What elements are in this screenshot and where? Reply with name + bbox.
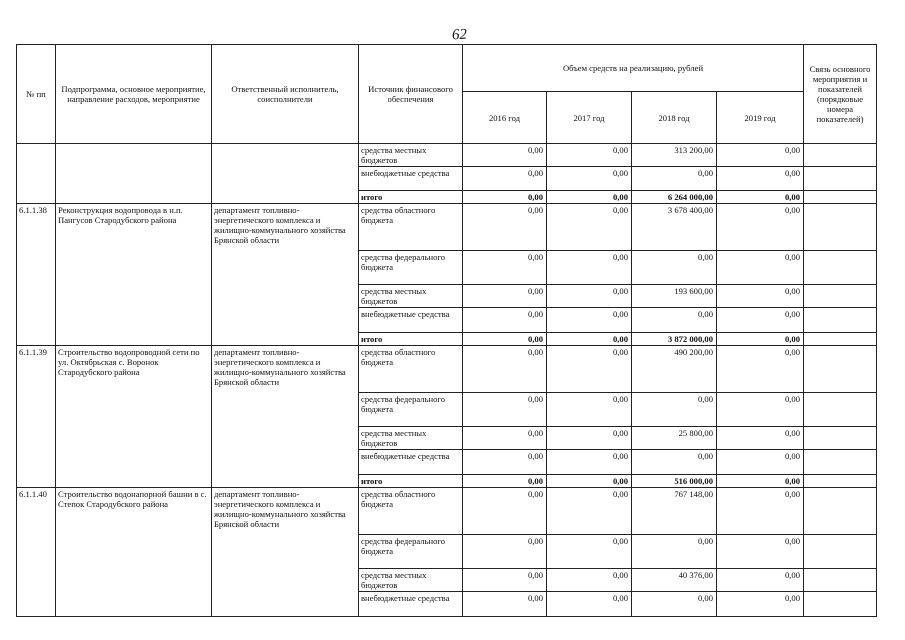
value-2018-cell: 516 000,00: [632, 475, 717, 488]
value-2018-cell: 490 200,00: [632, 346, 717, 393]
source-cell: средства местных бюджетов: [359, 569, 463, 592]
value-2017-cell: 0,00: [547, 475, 632, 488]
source-cell: внебюджетные средства: [359, 167, 463, 191]
link-cell: [804, 167, 877, 191]
value-2016-cell: 0,00: [463, 144, 547, 167]
item-name: Строительство водопроводной сети по ул. Октябрьская с. Воронок Стародубского района: [56, 346, 212, 488]
value-2016-cell: 0,00: [463, 308, 547, 333]
value-2016-cell: 0,00: [463, 191, 547, 204]
value-2016-cell: 0,00: [463, 569, 547, 592]
item-executor: департамент топливно-энергетического комплекса и жилищно-коммунального хозяйства Брянской области: [212, 346, 359, 488]
value-2016-cell: 0,00: [463, 333, 547, 346]
source-cell: средства местных бюджетов: [359, 144, 463, 167]
value-2016-cell: 0,00: [463, 475, 547, 488]
link-cell: [804, 535, 877, 569]
link-cell: [804, 308, 877, 333]
item-executor: департамент топливно-энергетического комплекса и жилищно-коммунального хозяйства Брянской области: [212, 488, 359, 617]
source-cell: средства областного бюджета: [359, 488, 463, 535]
source-cell: внебюджетные средства: [359, 592, 463, 617]
value-2018-cell: 0,00: [632, 308, 717, 333]
source-cell: средства федерального бюджета: [359, 251, 463, 285]
value-2019-cell: 0,00: [717, 427, 804, 450]
link-cell: [804, 204, 877, 251]
value-2016-cell: 0,00: [463, 251, 547, 285]
num-cell: [17, 144, 56, 204]
value-2019-cell: 0,00: [717, 167, 804, 191]
value-2016-cell: 0,00: [463, 535, 547, 569]
item-executor: департамент топливно-энергетического комплекса и жилищно-коммунального хозяйства Брянской области: [212, 204, 359, 346]
link-cell: [804, 475, 877, 488]
value-2017-cell: 0,00: [547, 308, 632, 333]
value-2019-cell: 0,00: [717, 569, 804, 592]
value-2018-cell: 313 200,00: [632, 144, 717, 167]
total-label: итого: [359, 333, 463, 346]
source-cell: средства областного бюджета: [359, 204, 463, 251]
value-2018-cell: 25 800,00: [632, 427, 717, 450]
value-2016-cell: 0,00: [463, 592, 547, 617]
link-cell: [804, 144, 877, 167]
value-2018-cell: 0,00: [632, 167, 717, 191]
item-number: 6.1.1.40: [17, 488, 56, 617]
link-cell: [804, 393, 877, 427]
value-2019-cell: 0,00: [717, 592, 804, 617]
total-label: итого: [359, 191, 463, 204]
value-2018-cell: 3 678 400,00: [632, 204, 717, 251]
value-2019-cell: 0,00: [717, 308, 804, 333]
value-2017-cell: 0,00: [547, 285, 632, 308]
value-2016-cell: 0,00: [463, 285, 547, 308]
source-cell: средства федерального бюджета: [359, 535, 463, 569]
value-2016-cell: 0,00: [463, 346, 547, 393]
executor-cell: [212, 144, 359, 204]
value-2019-cell: 0,00: [717, 535, 804, 569]
table-row: [17, 488, 877, 535]
header-year-2019: 2019 год: [717, 92, 804, 144]
item-number: 6.1.1.38: [17, 204, 56, 346]
value-2018-cell: 0,00: [632, 592, 717, 617]
page-number: 62: [451, 26, 468, 44]
link-cell: [804, 592, 877, 617]
header-source: Источник финансового обеспечения: [359, 45, 463, 144]
header-year-2017: 2017 год: [547, 92, 632, 144]
name-cell: [56, 144, 212, 204]
source-cell: средства местных бюджетов: [359, 285, 463, 308]
header-row-top: [17, 45, 877, 92]
value-2017-cell: 0,00: [547, 251, 632, 285]
value-2017-cell: 0,00: [547, 191, 632, 204]
header-subprogram: Подпрограмма, основное мероприятие, направление расходов, мероприятие: [56, 45, 212, 144]
value-2018-cell: 0,00: [632, 450, 717, 475]
value-2019-cell: 0,00: [717, 285, 804, 308]
link-cell: [804, 346, 877, 393]
value-2018-cell: 767 148,00: [632, 488, 717, 535]
value-2017-cell: 0,00: [547, 488, 632, 535]
value-2018-cell: 40 376,00: [632, 569, 717, 592]
link-cell: [804, 191, 877, 204]
value-2019-cell: 0,00: [717, 475, 804, 488]
total-label: итого: [359, 475, 463, 488]
source-cell: внебюджетные средства: [359, 308, 463, 333]
item-number: 6.1.1.39: [17, 346, 56, 488]
value-2019-cell: 0,00: [717, 144, 804, 167]
value-2019-cell: 0,00: [717, 393, 804, 427]
value-2017-cell: 0,00: [547, 204, 632, 251]
table-row: [17, 204, 877, 251]
source-cell: средства областного бюджета: [359, 346, 463, 393]
value-2016-cell: 0,00: [463, 488, 547, 535]
value-2017-cell: 0,00: [547, 592, 632, 617]
value-2019-cell: 0,00: [717, 204, 804, 251]
link-cell: [804, 427, 877, 450]
source-cell: средства местных бюджетов: [359, 427, 463, 450]
budget-table: [16, 44, 877, 617]
link-cell: [804, 569, 877, 592]
header-executor: Ответственный исполнитель, соисполнители: [212, 45, 359, 144]
value-2018-cell: 0,00: [632, 535, 717, 569]
link-cell: [804, 488, 877, 535]
value-2018-cell: 3 872 000,00: [632, 333, 717, 346]
header-year-2016: 2016 год: [463, 92, 547, 144]
value-2019-cell: 0,00: [717, 251, 804, 285]
value-2017-cell: 0,00: [547, 346, 632, 393]
value-2019-cell: 0,00: [717, 450, 804, 475]
item-name: Строительство водонапорной башни в с. Степок Стародубского района: [56, 488, 212, 617]
link-cell: [804, 251, 877, 285]
value-2017-cell: 0,00: [547, 144, 632, 167]
link-cell: [804, 450, 877, 475]
value-2018-cell: 193 600,00: [632, 285, 717, 308]
link-cell: [804, 285, 877, 308]
value-2019-cell: 0,00: [717, 488, 804, 535]
value-2016-cell: 0,00: [463, 167, 547, 191]
table-row: [17, 346, 877, 393]
header-volume: Объем средств на реализацию, рублей: [463, 45, 804, 92]
value-2018-cell: 6 264 000,00: [632, 191, 717, 204]
header-year-2018: 2018 год: [632, 92, 717, 144]
table-row: [17, 144, 877, 167]
value-2018-cell: 0,00: [632, 393, 717, 427]
value-2016-cell: 0,00: [463, 427, 547, 450]
value-2017-cell: 0,00: [547, 569, 632, 592]
value-2017-cell: 0,00: [547, 427, 632, 450]
source-cell: внебюджетные средства: [359, 450, 463, 475]
link-cell: [804, 333, 877, 346]
value-2019-cell: 0,00: [717, 346, 804, 393]
value-2019-cell: 0,00: [717, 333, 804, 346]
header-link: Связь основного мероприятия и показателей (порядковые номера показателей): [804, 45, 877, 144]
value-2016-cell: 0,00: [463, 450, 547, 475]
value-2016-cell: 0,00: [463, 204, 547, 251]
value-2017-cell: 0,00: [547, 450, 632, 475]
value-2017-cell: 0,00: [547, 333, 632, 346]
value-2019-cell: 0,00: [717, 191, 804, 204]
item-name: Реконструкция водопровода в н.п. Пангусов Стародубского района: [56, 204, 212, 346]
value-2017-cell: 0,00: [547, 393, 632, 427]
source-cell: средства федерального бюджета: [359, 393, 463, 427]
value-2016-cell: 0,00: [463, 393, 547, 427]
header-num: № пп: [17, 45, 56, 144]
value-2018-cell: 0,00: [632, 251, 717, 285]
value-2017-cell: 0,00: [547, 535, 632, 569]
value-2017-cell: 0,00: [547, 167, 632, 191]
